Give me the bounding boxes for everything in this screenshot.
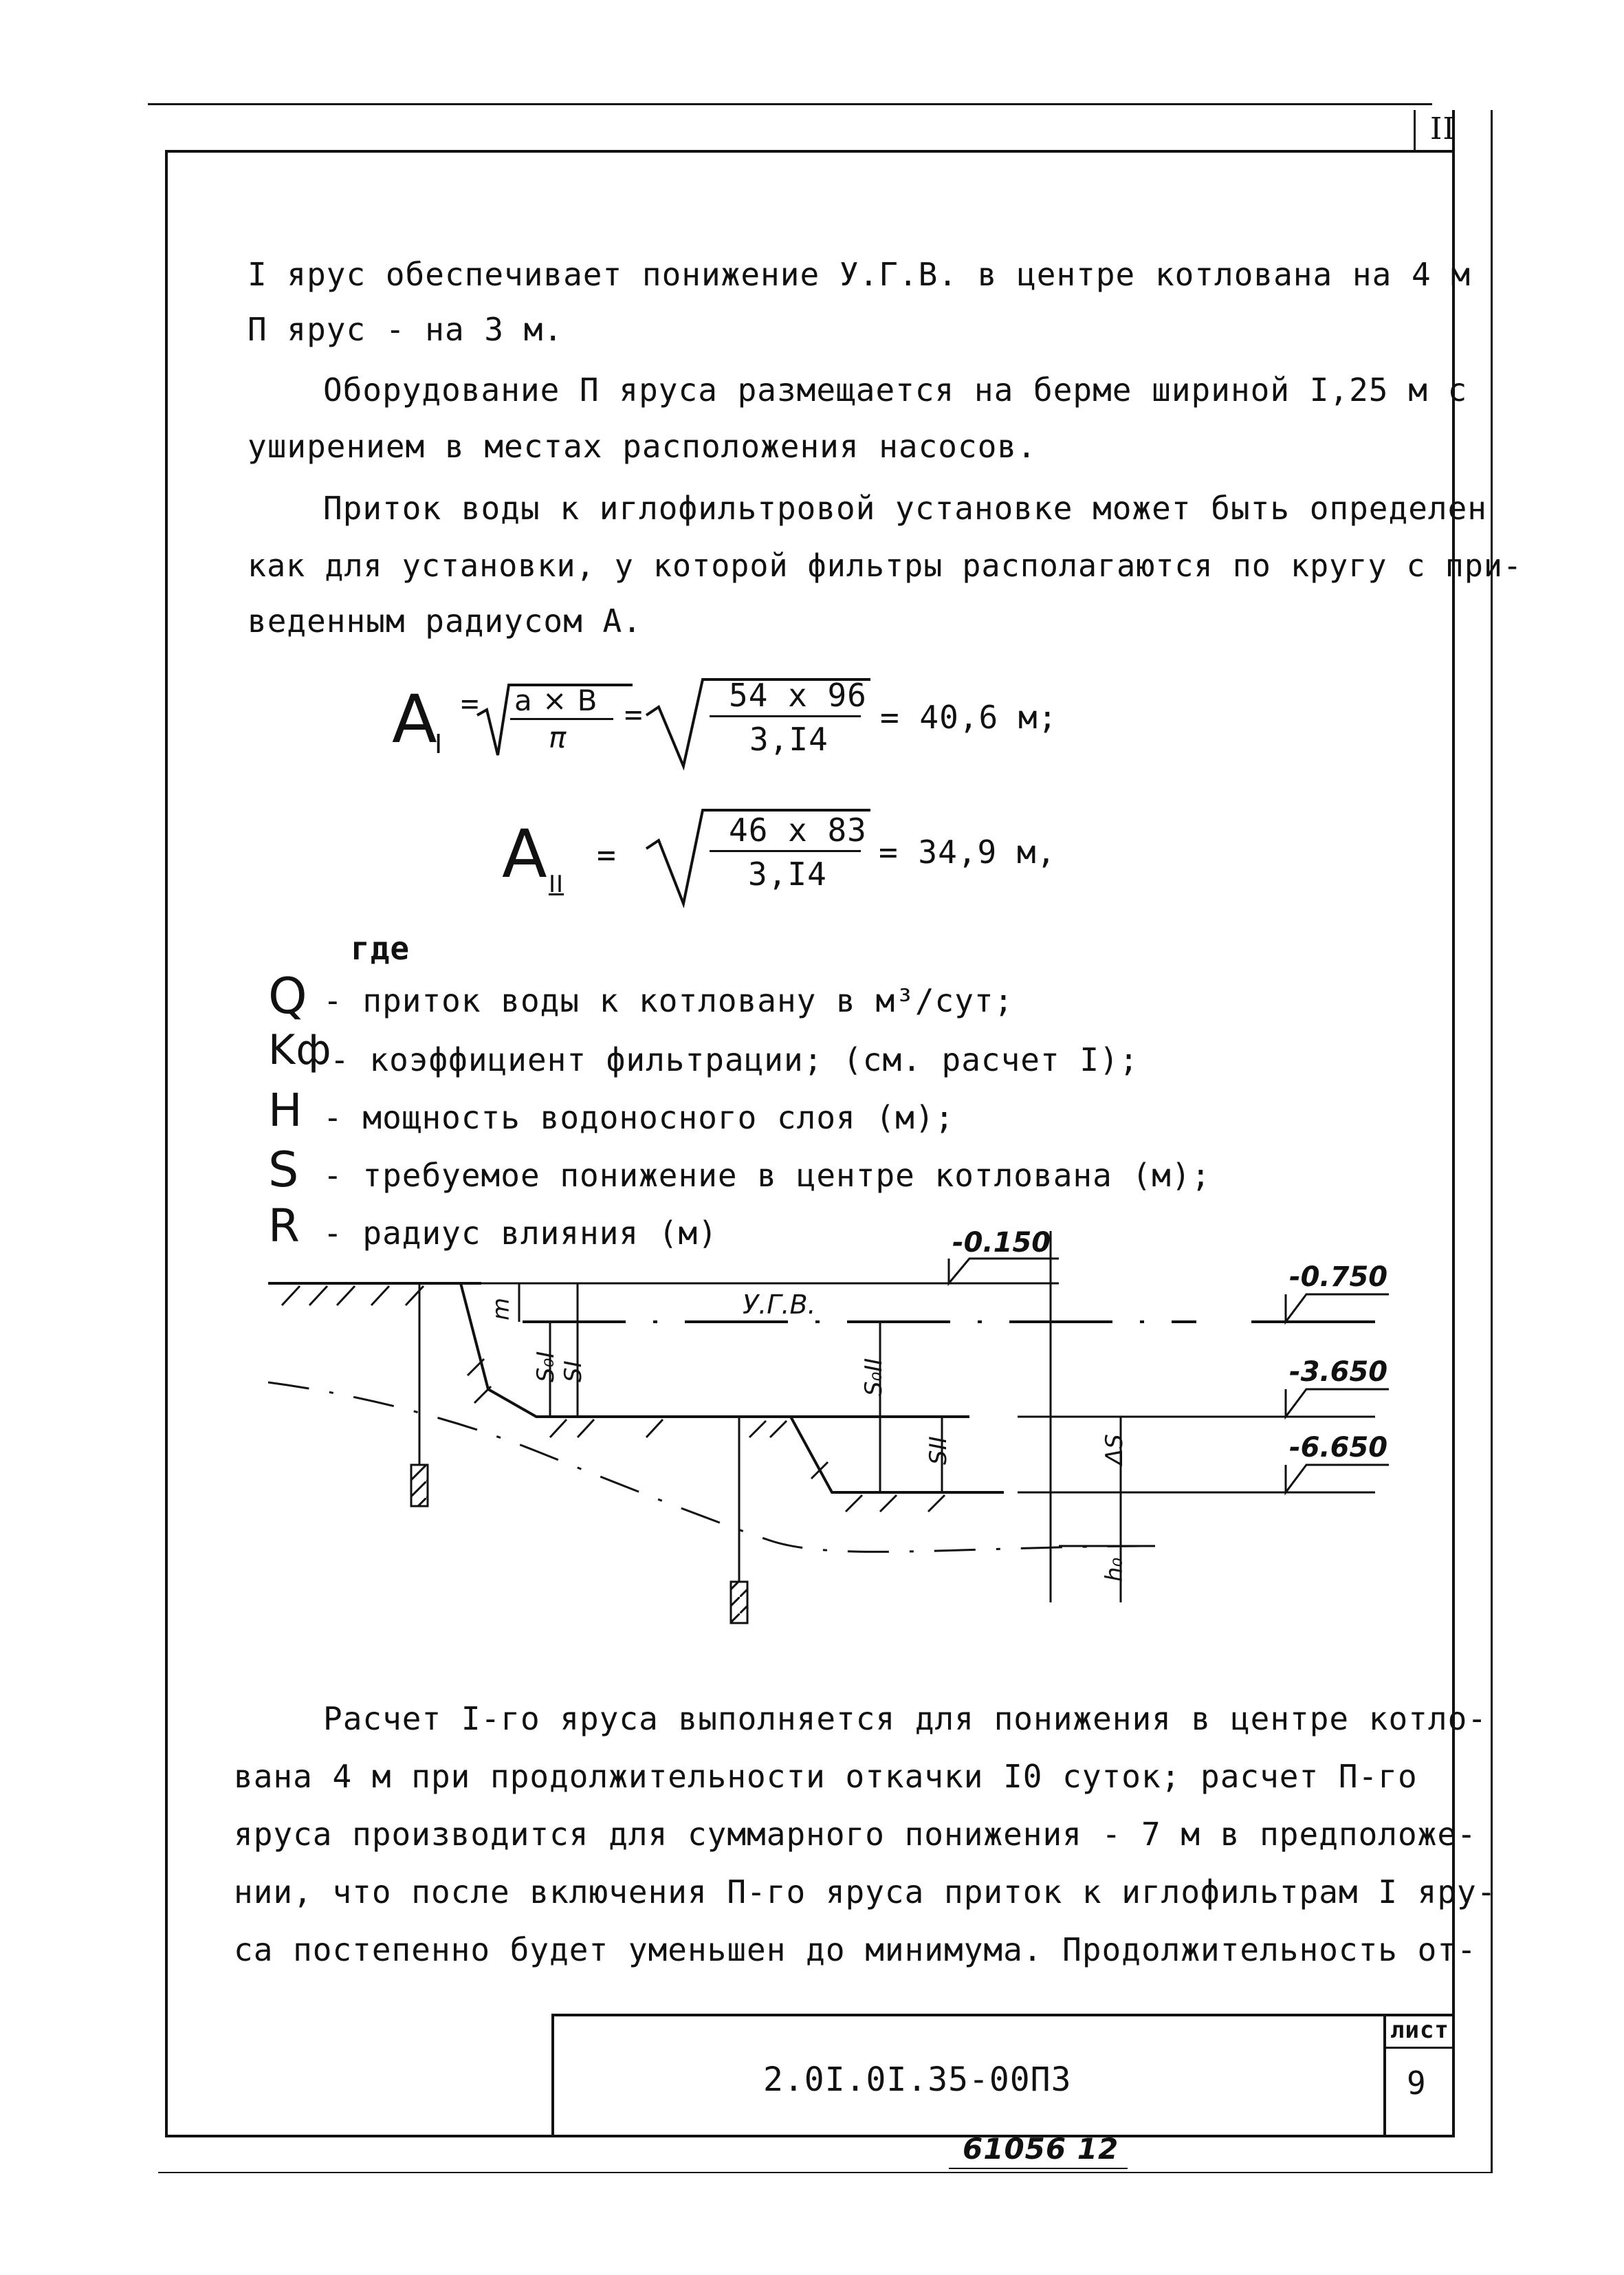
legend-text: - приток воды к котловану в м³/сут;	[323, 982, 1014, 1019]
formula1-subscript: I	[435, 729, 443, 759]
title-block	[551, 2014, 1455, 2137]
legend-text: - требуемое понижение в центре котлована (м);	[323, 1157, 1211, 1194]
para2-line2: уширением в местах расположения насосов.	[248, 428, 1037, 465]
m-label: m	[487, 1297, 515, 1320]
sheet-number: 9	[1407, 2065, 1427, 2102]
formula-1	[392, 674, 1079, 777]
formula1-den: 3,I4	[749, 721, 829, 758]
para3-line3: веденным радиусом А.	[248, 602, 642, 640]
formula1-result: = 40,6 м;	[880, 699, 1058, 736]
elev-3-label: -6.650	[1289, 1432, 1388, 1463]
elev-1-label: -0.750	[1289, 1261, 1388, 1293]
formula1-symbol: A	[392, 681, 437, 758]
bottom-line5: са постепенно будет уменьшен до минимума. Продолжительность от-	[234, 1931, 1477, 1968]
formula1-frac-bar-b	[710, 715, 861, 717]
formula2-eq: =	[597, 836, 617, 873]
formula-2	[502, 805, 1121, 915]
corner-box-left	[1414, 110, 1416, 151]
formula2-num: 46 x 83	[729, 812, 867, 849]
footer-handwritten: 61056 12	[963, 2132, 1119, 2166]
ugv-label: У.Г.В.	[743, 1289, 816, 1320]
legend-text: - мощность водоносного слоя (м);	[323, 1099, 955, 1136]
sheet-label: лист	[1390, 2016, 1449, 2044]
formula2-symbol: A	[502, 816, 547, 893]
legend-symbol: H	[268, 1084, 303, 1137]
sheet-corner-number: II	[1430, 111, 1456, 146]
outer-right	[1491, 110, 1493, 2173]
legend-symbol: R	[268, 1199, 300, 1252]
frame-left	[165, 150, 168, 2136]
formula1-num: 54 x 96	[729, 677, 867, 714]
formula1-eq-a: =	[461, 686, 480, 721]
legend-item-h	[268, 1084, 1437, 1149]
stamp-top	[551, 2014, 1455, 2016]
bottom-line3: яруса производится для суммарного понижения - 7 м в предположе-	[234, 1816, 1477, 1853]
legend-item-s	[268, 1142, 1437, 1206]
legend-text: - радиус влияния (м)	[323, 1215, 718, 1252]
para1-line1: I ярус обеспечивает понижение У.Г.В. в центре котлована на 4 м	[248, 256, 1471, 293]
legend-symbol: Kф	[268, 1026, 332, 1074]
para3-line1: Приток воды к иглофильтровой установке может быть определен	[323, 490, 1487, 527]
footer-underline	[949, 2168, 1128, 2169]
stamp-divider	[1383, 2014, 1386, 2137]
frame-top	[165, 150, 1455, 153]
formula1-num-symbolic: a × B	[514, 684, 598, 717]
stamp-sheet-rule	[1383, 2047, 1455, 2049]
bottom-line1: Расчет I-го яруса выполняется для понижения в центре котло-	[323, 1700, 1487, 1737]
sii-label: SII	[925, 1436, 952, 1465]
legend-symbol: Q	[268, 967, 308, 1025]
bottom-line4: нии, что после включения П-го яруса приток к иглофильтрам I яру-	[234, 1873, 1497, 1911]
elev-2-label: -3.650	[1289, 1356, 1388, 1388]
para3-line2: как для установки, у которой фильтры располагаются по кругу с при-	[248, 547, 1523, 584]
s0i-label: S₀I	[532, 1351, 560, 1382]
formula1-eq-b: =	[624, 697, 644, 732]
top-rule	[148, 103, 1432, 105]
formula2-subscript: II	[549, 871, 564, 898]
bottom-line2: вана 4 м при продолжительности откачки I0 суток; расчет П-го	[234, 1758, 1418, 1795]
stamp-left	[551, 2014, 554, 2137]
para1-line2: П ярус - на 3 м.	[248, 311, 564, 348]
h0-label: h₀	[1101, 1557, 1128, 1582]
si-label: SI	[560, 1360, 587, 1382]
excavation-cross-section	[261, 1217, 1444, 1630]
where-word: где	[351, 930, 410, 967]
ds-label: ΔS	[1101, 1434, 1128, 1465]
formula1-den-symbolic: π	[549, 721, 567, 754]
formula2-den: 3,I4	[748, 856, 827, 893]
para2-line1: Оборудование П яруса размещается на берме шириной I,25 м с	[323, 371, 1468, 409]
legend-symbol: S	[268, 1142, 300, 1198]
legend-text: - коэффициент фильтрации; (см. расчет I);	[330, 1041, 1139, 1078]
legend-item-kf	[268, 1026, 1437, 1091]
formula2-result: = 34,9 м,	[879, 834, 1057, 871]
formula2-frac-bar	[710, 850, 861, 852]
elev-top-label: -0.150	[952, 1227, 1051, 1259]
bottom-rule	[158, 2172, 1492, 2173]
legend-item-q	[268, 967, 1437, 1032]
formula1-frac-bar-a	[510, 718, 613, 720]
s0ii-label: S₀II	[860, 1358, 888, 1396]
doc-code: 2.0I.0I.35-00ПЗ	[763, 2060, 1072, 2099]
